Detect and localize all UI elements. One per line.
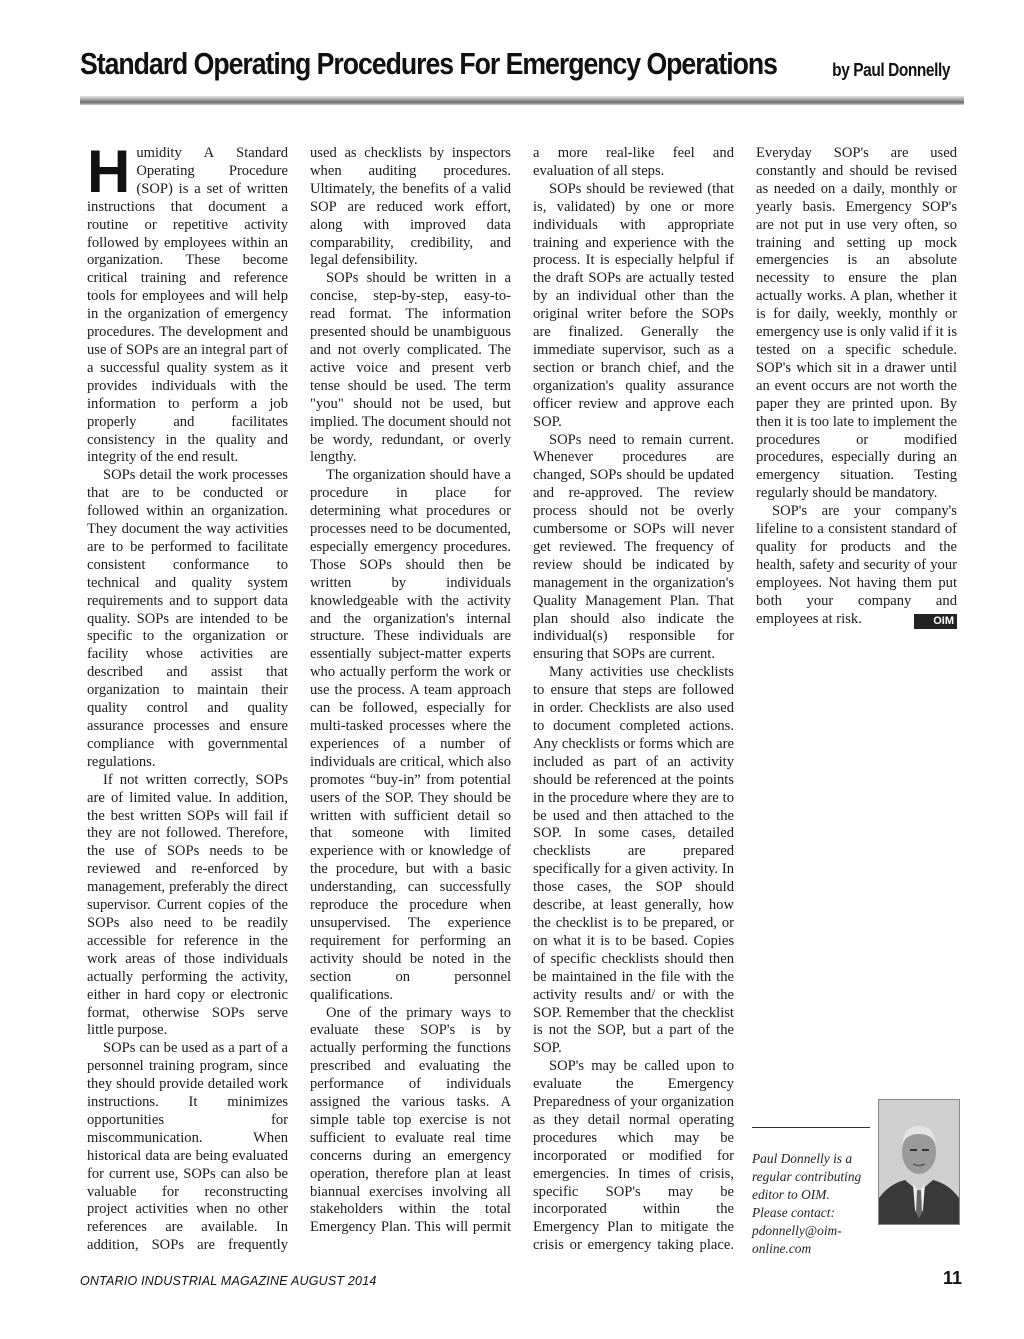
author-byline: by Paul Donnelly (832, 60, 950, 80)
paragraph: SOP's may be called upon to evaluate the Emergency Preparedness of your organization as they detail normal operating procedures which may be incorporated or modified for emergencies. In times of crisis, specific SOP's may be incorporated within the Emergency Plan to mitigate the crisis or emergency taking place. Everyday SOP's are used constantly and should be revised as needed on a daily, monthly or yearly basis. Emergency SOP's are not put in use very often, so training and setting up mock emergencies is an absolute necessity to ensure the plan actually works. A plan, whether it is for daily, weekly, monthly or emergency use is only valid if it is tested on a specific schedule. SOP's which sit in a drawer until an event occurs are not worth the paper they are printed upon. By then it is too late to implement the procedures or modified procedures, especially during an emergency situation. Testing regularly should be mandatory. (533, 145, 957, 1254)
paragraph: SOPs need to remain current. Whenever procedures are changed, SOPs should be updated and re-approved. The review process should not be overly cumbersome or SOPs will never get reviewed. The frequency of review should be indicated by management in the organization's Quality Management Plan. That plan should also indicate the individual(s) responsible for ensuring that SOPs are current. (533, 431, 734, 663)
paragraph: SOPs should be reviewed (that is, validated) by one or more individuals with appropriate training and experience with the process. It is especially helpful if the draft SOPs are actually tested by an individual other than the original writer before the SOPs are finalized. Generally the immediate supervisor, such as a section or branch chief, and the organization's quality assurance officer review and approve each SOP. (533, 180, 734, 430)
end-mark-badge: OIM (914, 614, 957, 629)
paragraph: Humidity A Standard Operating Procedure (SOP) is a set of written instructions that document a routine or repetitive activity followed by employees within an organization. These become critical training and reference tools for employees and will help in the organization of emergency procedures. The development and use of SOPs are an integral part of a successful quality system as it provides individuals with the information to perform a job properly and facilitates consistency in the quality and integrity of the end result. (87, 138, 288, 466)
author-photo (878, 1099, 960, 1225)
bio-divider (752, 1127, 870, 1128)
author-bio (752, 1150, 882, 1258)
author-email[interactable]: pdonnelly@oim-online.com (752, 1223, 842, 1256)
paragraph: SOPs should be written in a concise, step-by-step, easy-to-read format. The information presented should be unambiguous and not overly complicated. The active voice and present verb tense should be used. The term "you" should not be used, but implied. The document should not be wordy, redundant, or overly lengthy. (310, 270, 511, 466)
paragraph: Many activities use checklists to ensure that steps are followed in order. Checklists are also used to document completed actions. Any checklists or forms which are included as part of an activity should be referenced at the points in the procedure where they are to be used and then attached to the SOP. In some cases, detailed checklists are prepared specifically for a given activity. In those cases, the SOP should describe, at least generally, how the checklist is to be prepared, or on what it is to be based. Copies of specific checklists should then be maintained in the file with the activity results and/ or with the SOP. Remember that the checklist is not the SOP, but a part of the SOP. (533, 664, 734, 1057)
publication-footer: ONTARIO INDUSTRIAL MAGAZINE AUGUST 2014 (80, 1274, 377, 1288)
bio-line: editor to OIM. (752, 1187, 830, 1202)
article-title: Standard Operating Procedures For Emergency Operations (80, 46, 777, 81)
header-rule (80, 96, 964, 105)
article-body (87, 138, 957, 1265)
page-number: 11 (942, 1268, 962, 1288)
paragraph: SOPs can be used as a part of a personnel training program, since they should provide detailed work instructions. It minimizes opportunities for miscommunication. When historical data are being evaluated for current use, SOPs can also be valuable for reconstructing project activities when no other references are available. In addition, SOPs are frequently used as checklists by inspectors when auditing procedures. Ultimately, the benefits of a valid SOP are reduced work effort, along with improved data comparability, credibility, and legal defensibility. (87, 145, 511, 1254)
bio-line: Paul Donnelly is a (752, 1151, 853, 1166)
paragraph: SOP's are your company's lifeline to a consistent standard of quality for products and the health, safety and security of your employees. Not having them put both your company and employees at risk. OIM (756, 503, 957, 627)
bio-line: regular contributing (752, 1169, 862, 1184)
paragraph: If not written correctly, SOPs are of limited value. In addition, the best written SOPs will fail if they are not followed. Therefore, the use of SOPs needs to be reviewed and re-enforced by management, preferably the direct supervisor. Current copies of the SOPs also need to be readily accessible for reference in the work areas of those individuals actually performing the activity, either in hard copy or electronic format, otherwise SOPs serve little purpose. (87, 771, 288, 1039)
author-portrait-icon (879, 1100, 959, 1224)
drop-cap: H (87, 138, 131, 205)
bio-line: Please contact: (752, 1205, 835, 1220)
paragraph: SOPs detail the work processes that are to be conducted or followed within an organization. They document the way activities are to be performed to facilitate consistent conformance to technical and quality system requirements and to support data quality. SOPs are intended to be specific to the organization or facility whose activities are described and assist that organization to maintain their quality control and quality assurance processes and ensure compliance with governmental regulations. (87, 467, 288, 770)
paragraph: One of the primary ways to evaluate these SOP's is by actually performing the functions prescribed and evaluating the performance of individuals assigned the various tasks. A simple table top exercise is not sufficient to evaluate real time concerns during an emergency operation, therefore plan at least biannual exercises involving all stakeholders within the total Emergency Plan. This will permit a more real-like feel and evaluation of all steps. (310, 145, 734, 1236)
paragraph: The organization should have a procedure in place for determining what procedures or processes need to be documented, especially emergency procedures. Those SOPs should then be written by individuals knowledgeable with the activity and the organization's internal structure. These individuals are essentially subject-matter experts who actually perform the work or use the process. A team approach can be followed, especially for multi-tasked processes where the experiences of a number of individuals are critical, which also promotes “buy-in” from potential users of the SOP. They should be written with sufficient detail so that someone with limited experience with or knowledge of the procedure, but with a basic understanding, can successfully reproduce the procedure when unsupervised. The experience requirement for performing an activity should be noted in the section on personnel qualifications. (310, 467, 511, 1003)
